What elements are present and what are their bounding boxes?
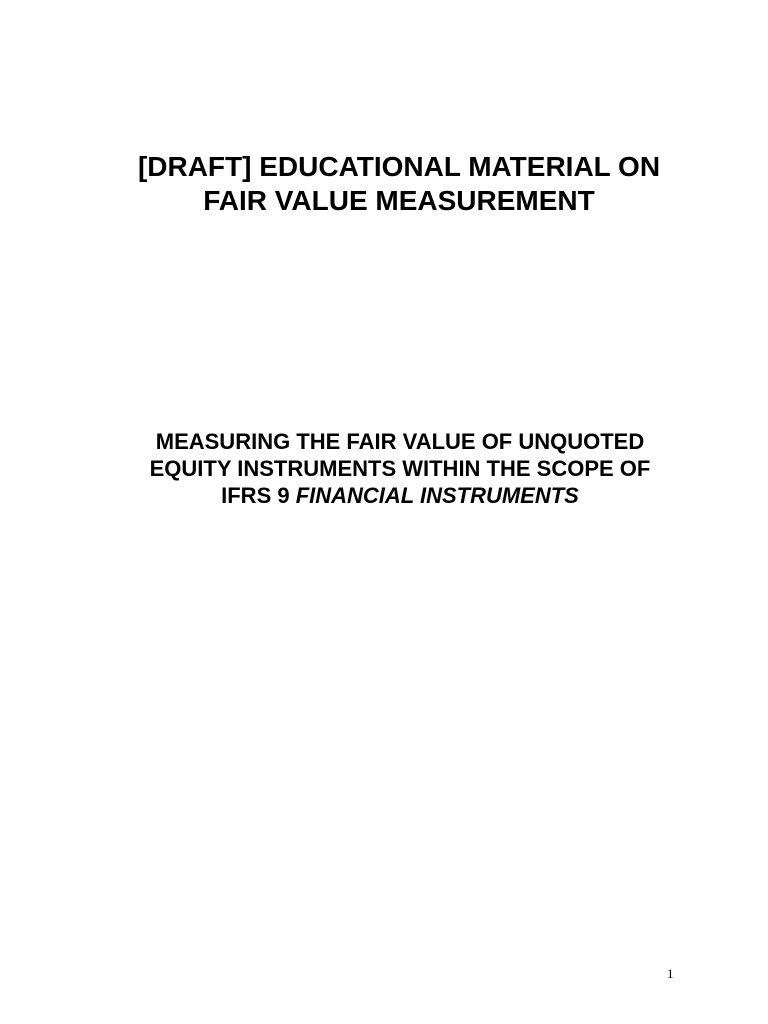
subtitle-line-2: EQUITY INSTRUMENTS WITHIN THE SCOPE OF [149,456,651,481]
subtitle-line-1: MEASURING THE FAIR VALUE OF UNQUOTED [155,429,645,454]
title-line-2: FAIR VALUE MEASUREMENT [203,185,595,216]
subtitle-standard-ref: IFRS 9 [221,483,296,508]
document-subtitle [0,428,768,509]
subtitle-line-3 [0,482,768,509]
title-line-1: [DRAFT] EDUCATIONAL MATERIAL ON [137,151,661,182]
subtitle-standard-name: FINANCIAL INSTRUMENTS [295,483,579,508]
page-number: 1 [667,966,674,981]
document-title [0,150,768,218]
